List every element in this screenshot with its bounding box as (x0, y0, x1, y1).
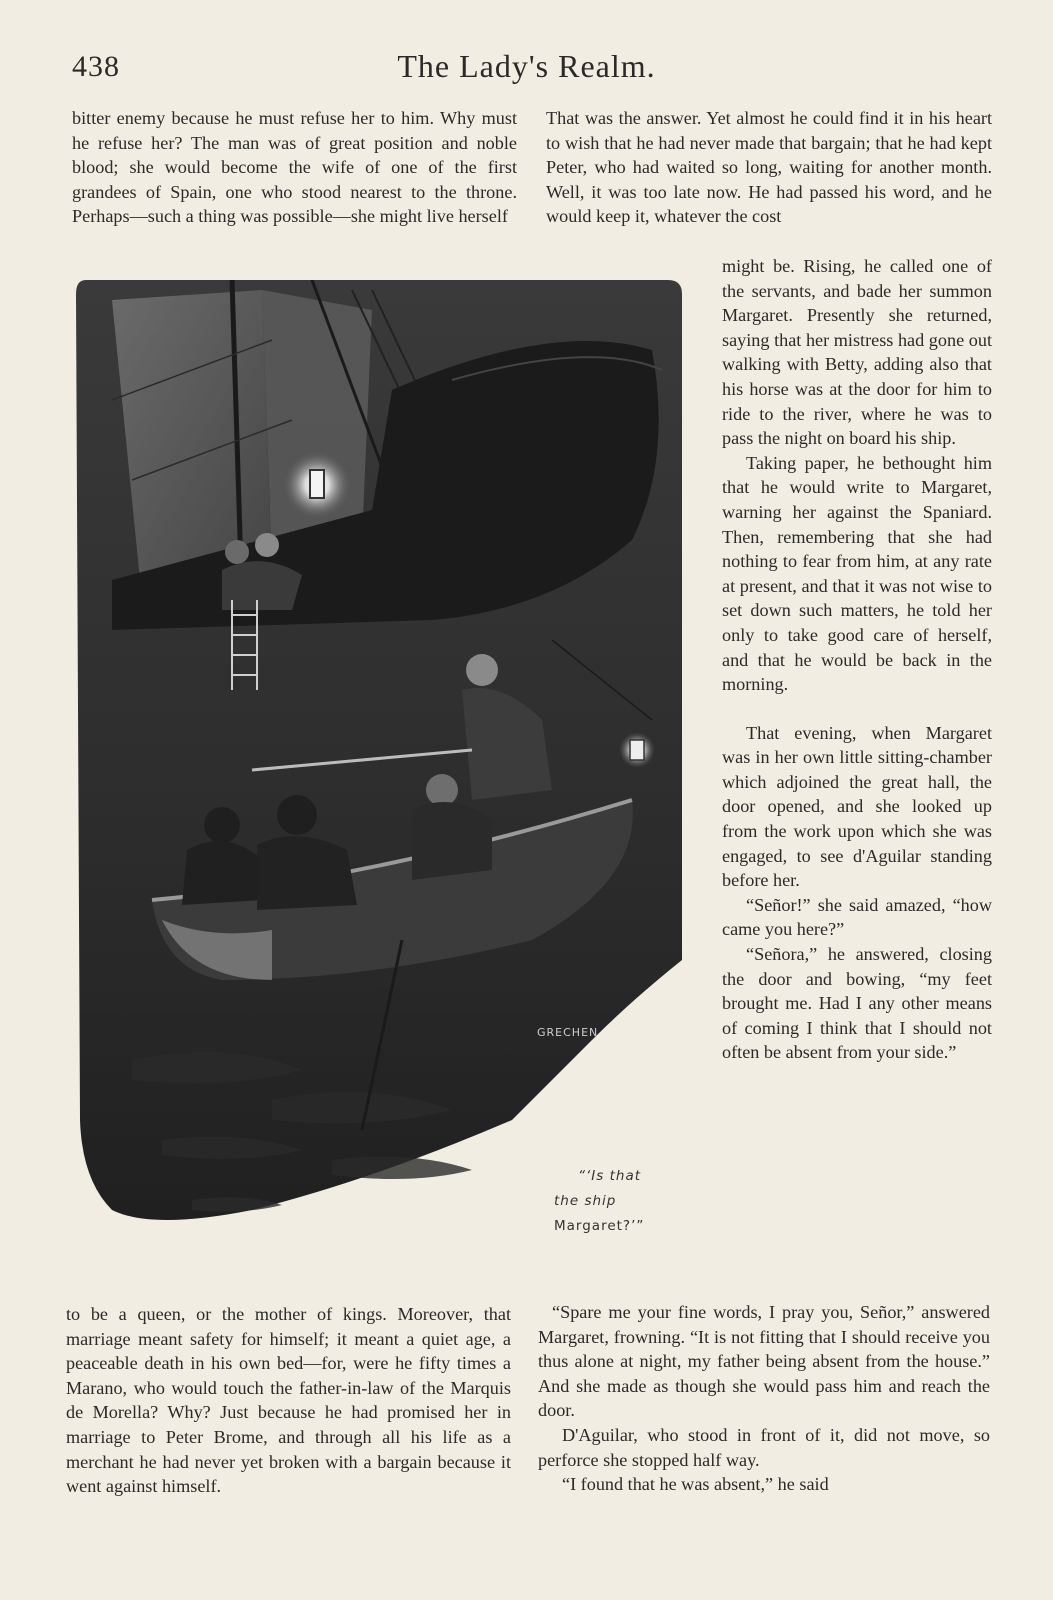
right-column-top (546, 106, 992, 229)
paragraph: “I found that he was absent,” he said (562, 1474, 829, 1495)
right-column-bottom (538, 1300, 990, 1497)
paragraph: “Señor!” she said amazed, “how came you here?” (722, 894, 992, 940)
paragraph: D'Aguilar, who stood in front of it, did not move, so perforce she stopped half way. (538, 1424, 990, 1470)
left-column-top (72, 106, 517, 229)
paragraph: “Spare me your fine words, I pray you, Señor,” answered Margaret, frowning. “It is not fitting that I should receive you thus alone at night, my father being absent from the house.” And she made as though she would pass him and reach the door. (538, 1302, 990, 1421)
caption-line: “‘Is that (578, 1168, 642, 1184)
right-column-narrow (722, 254, 992, 1065)
left-column-bottom (66, 1302, 511, 1499)
caption-line: the ship (554, 1193, 617, 1209)
illustration-caption (554, 1164, 674, 1239)
paragraph: bitter enemy because he must refuse her to him. Why must he refuse her? The man was of great position and noble blood; she would become the wife of one of the first grandees of Spain, one who stood nearest to the throne. Perhaps—such a thing was possible—she might live herself (72, 108, 517, 227)
page-number: 438 (72, 50, 120, 83)
artist-signature: GRECHEN (537, 1026, 599, 1039)
running-title: The Lady's Realm. (397, 48, 656, 84)
paragraph: to be a queen, or the mother of kings. Moreover, that marriage meant safety for himself; it meant a quiet age, a peaceable death in his own bed—for, were he fifty times a Marano, who would touch the father-in-law of the Marquis de Morella? Why? Just because he had promised her in marriage to Peter Brome, and through all his life as a merchant he had never yet broken with a bargain because it went against himself. (66, 1304, 511, 1497)
paragraph: “Señora,” he answered, closing the door and bowing, “my feet brought me. Had I any other means of coming I think that I should not often be absent from your side.” (722, 944, 992, 1063)
paragraph: That evening, when Margaret was in her own little sitting-chamber which adjoined the great hall, the door opened, and she looked up from the work upon which she was engaged, to see d'Aguilar standing before her. (722, 722, 992, 891)
ship-illustration (72, 280, 694, 1245)
caption-line: Margaret?’” (554, 1218, 645, 1234)
ship-at-night-image (72, 280, 694, 1245)
paragraph: That was the answer. Yet almost he could find it in his heart to wish that he had never made that bargain; that he had kept Peter, who had waited so long, waiting for another month. Well, it was too late now. He had passed his word, and he would keep it, whatever the cost (546, 108, 992, 227)
paragraph: Taking paper, he bethought him that he would write to Margaret, warning her against the Spaniard. Then, remembering that she had nothing to fear from him, at any rate at present, and that it was not wise to set down such matters, he told her only to take good care of herself, and that he would be back in the morning. (722, 452, 992, 695)
paragraph: might be. Rising, he called one of the servants, and bade her summon Margaret. Presently she returned, saying that her mistress had gone out walking with Betty, adding also that his horse was at the door for him to ride to the river, where he was to pass the night on board his ship. (722, 256, 992, 449)
